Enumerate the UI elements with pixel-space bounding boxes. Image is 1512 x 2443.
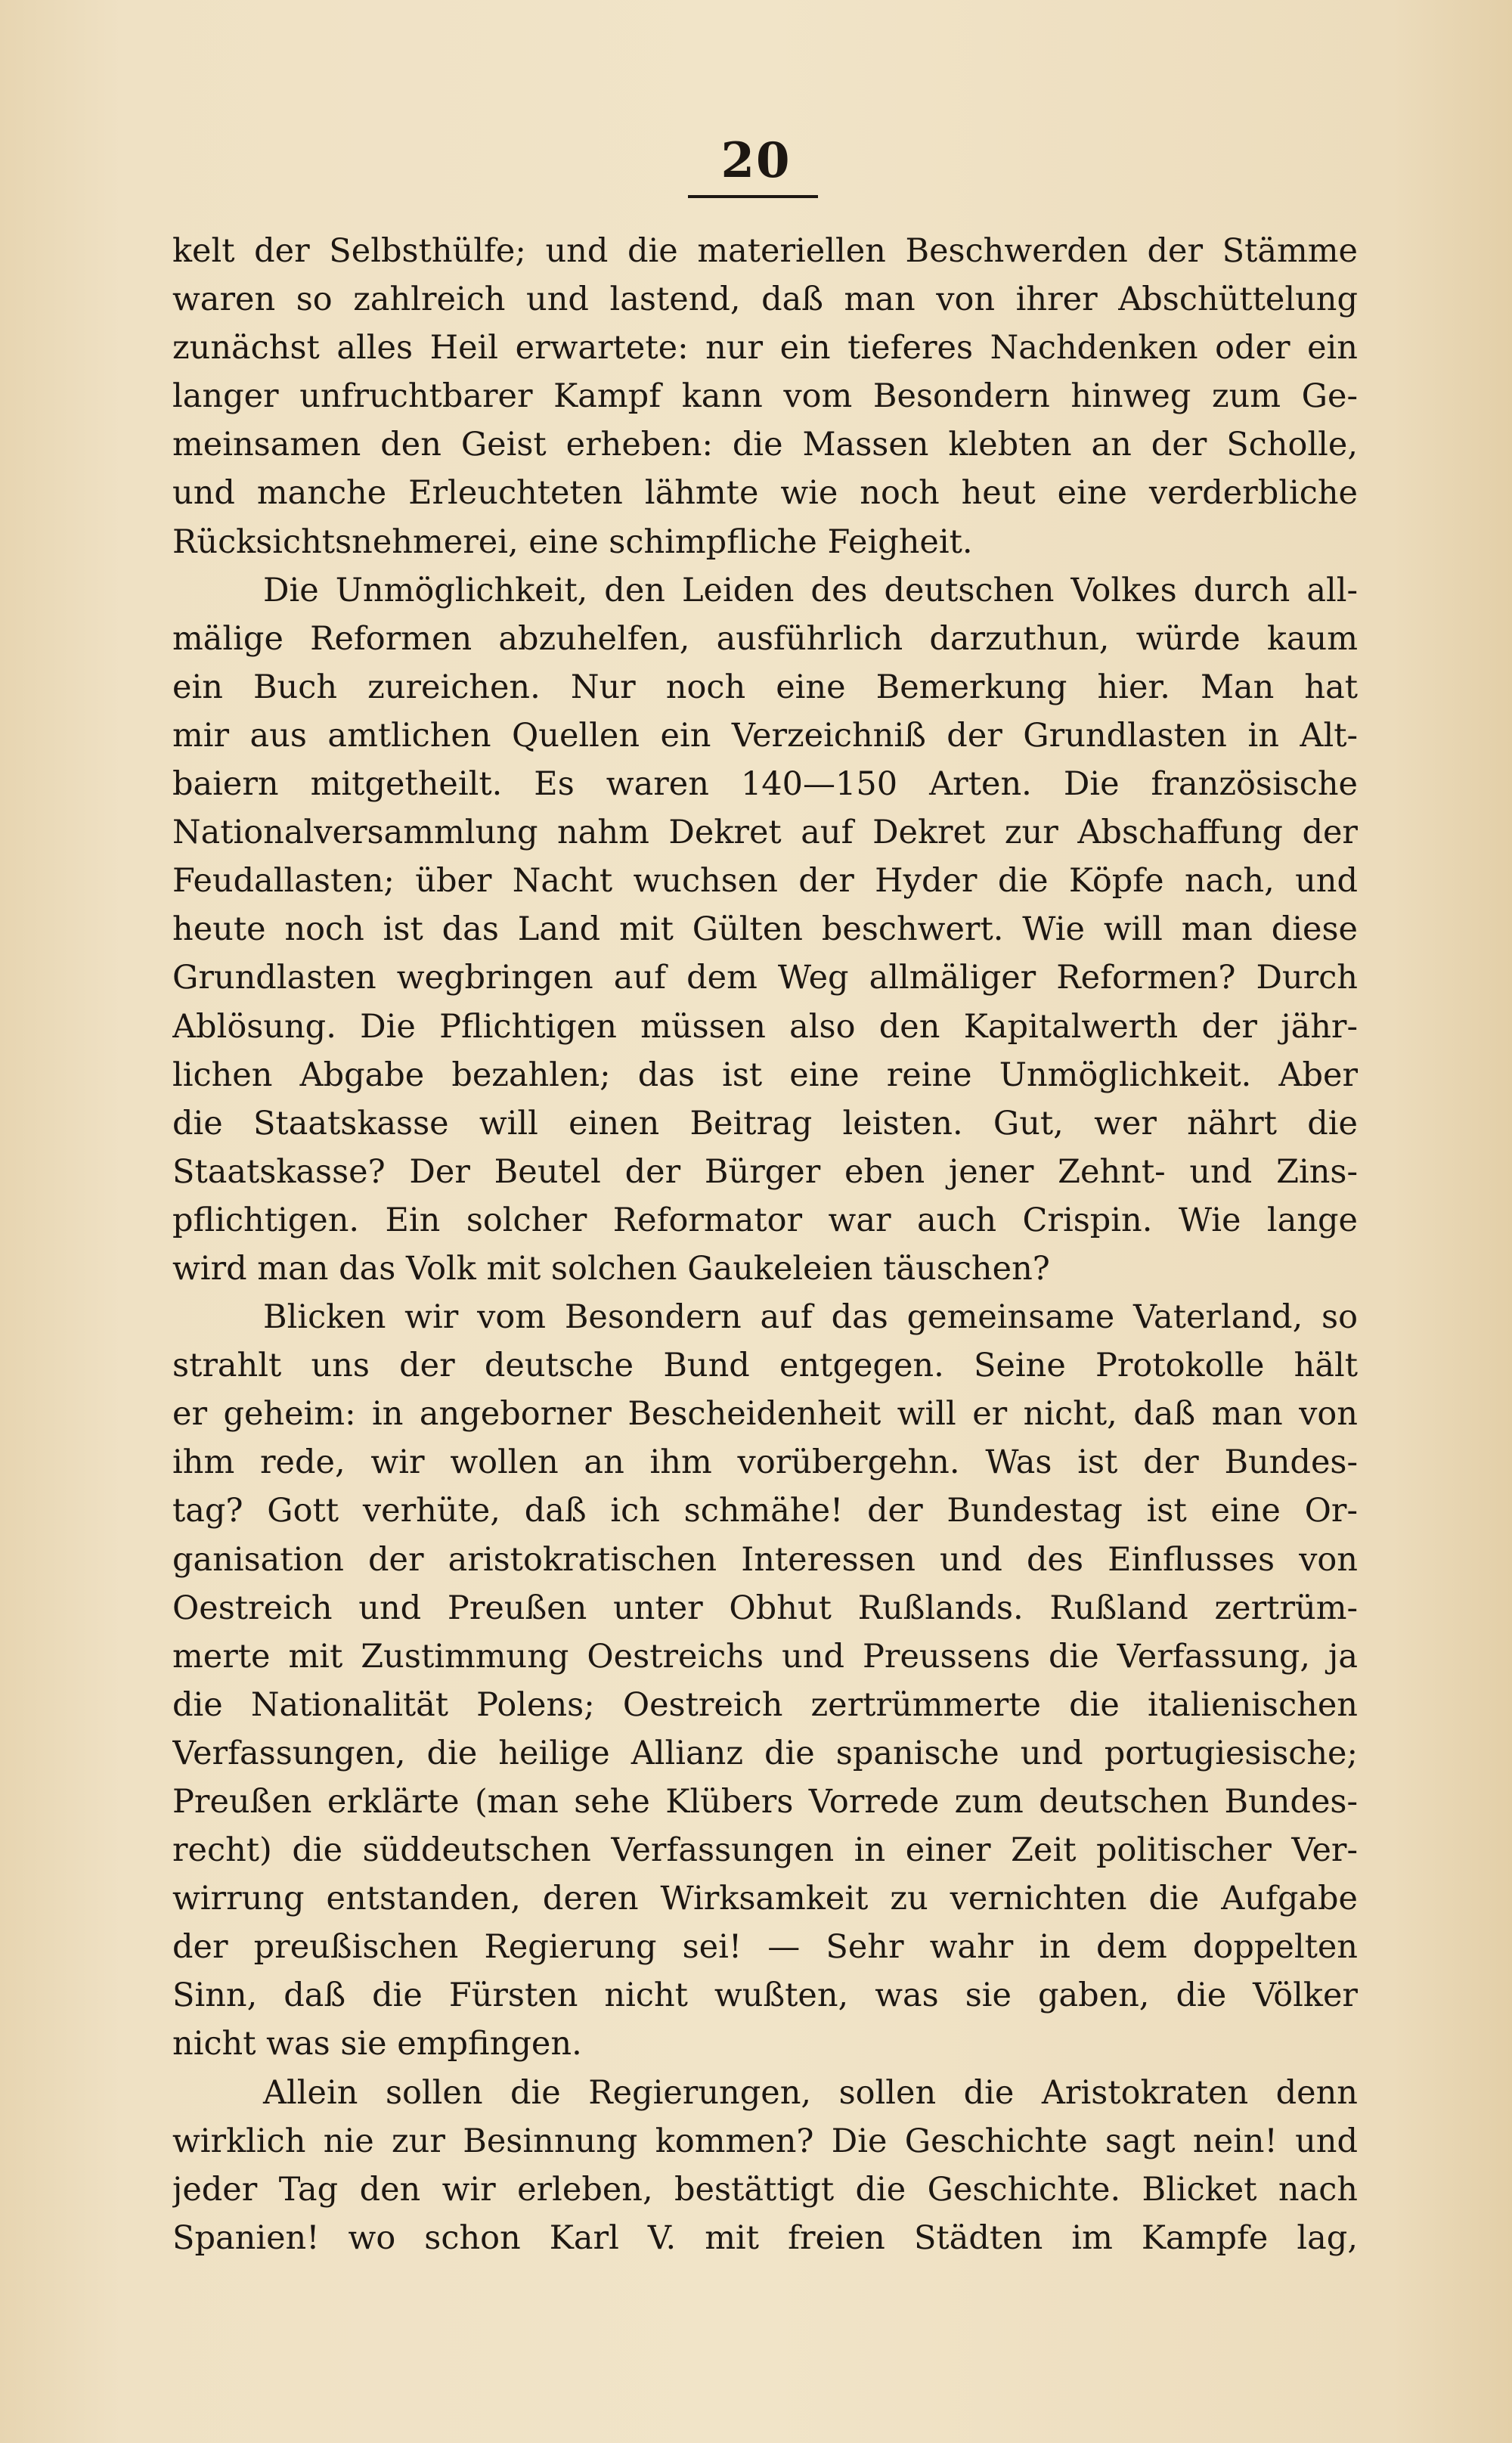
text-line: Staatskasse? Der Beutel der Bürger eben jener Zehnt- und Zins-	[172, 1152, 1358, 1191]
text-line: wirklich nie zur Besinnung kommen? Die Geschichte sagt nein! und	[172, 2122, 1358, 2160]
text-line: jeder Tag den wir erleben, bestättigt die Geschichte. Blicket nach	[172, 2170, 1358, 2209]
text-line: Blicken wir vom Besondern auf das gemeinsame Vaterland, so	[263, 1298, 1358, 1337]
text-line: Die Unmöglichkeit, den Leiden des deutschen Volkes durch all-	[263, 571, 1358, 609]
text-line: Spanien! wo schon Karl V. mit freien Städten im Kampfe lag,	[172, 2218, 1358, 2257]
page-header	[0, 132, 1512, 189]
text-line: pflichtigen. Ein solcher Reformator war auch Crispin. Wie lange	[172, 1201, 1358, 1239]
text-line: baiern mitgetheilt. Es waren 140—150 Arten. Die französische	[172, 765, 1358, 804]
text-line: der preußischen Regierung sei! — Sehr wahr in dem doppelten	[172, 1928, 1358, 1967]
text-line: mälige Reformen abzuhelfen, ausführlich darzuthun, würde kaum	[172, 619, 1358, 658]
text-line: ihm rede, wir wollen an ihm vorübergehn. Was ist der Bundes-	[172, 1443, 1358, 1482]
page-number: 20	[720, 132, 792, 189]
text-line: nicht was sie empfingen.	[172, 2025, 582, 2063]
text-line: kelt der Selbsthülfe; und die materiellen Beschwerden der Stämme	[172, 232, 1358, 270]
text-line: die Staatskasse will einen Beitrag leisten. Gut, wer nährt die	[172, 1104, 1358, 1142]
text-line: Sinn, daß die Fürsten nicht wußten, was sie gaben, die Völker	[172, 1976, 1358, 2015]
text-line: Rücksichtsnehmerei, eine schimpfliche Feigheit.	[172, 522, 973, 561]
text-line: Nationalversammlung nahm Dekret auf Dekret zur Abschaffung der	[172, 814, 1358, 852]
text-line: und manche Erleuchteten lähmte wie noch heut eine verderbliche	[172, 474, 1358, 513]
text-line: lichen Abgabe bezahlen; das ist eine reine Unmöglichkeit. Aber	[172, 1056, 1358, 1094]
text-line: die Nationalität Polens; Oestreich zertrümmerte die italienischen	[172, 1685, 1358, 1724]
header-rule	[688, 195, 818, 198]
body-text	[172, 227, 1358, 2262]
text-line: strahlt uns der deutsche Bund entgegen. Seine Protokolle hält	[172, 1347, 1358, 1385]
text-line: zunächst alles Heil erwartete: nur ein tieferes Nachdenken oder ein	[172, 329, 1358, 367]
text-line: ganisation der aristokratischen Interessen und des Einflusses von	[172, 1540, 1358, 1579]
text-line: meinsamen den Geist erheben: die Massen klebten an der Scholle,	[172, 426, 1358, 464]
text-line: tag? Gott verhüte, daß ich schmähe! der Bundestag ist eine Or-	[172, 1492, 1358, 1530]
text-line: Feudallasten; über Nacht wuchsen der Hyder die Köpfe nach, und	[172, 862, 1358, 901]
text-line: Grundlasten wegbringen auf dem Weg allmäliger Reformen? Durch	[172, 959, 1358, 997]
text-line: mir aus amtlichen Quellen ein Verzeichniß der Grundlasten in Alt-	[172, 716, 1358, 755]
text-line: Preußen erklärte (man sehe Klübers Vorrede zum deutschen Bundes-	[172, 1783, 1358, 1821]
text-line: waren so zahlreich und lastend, daß man von ihrer Abschüttelung	[172, 281, 1358, 319]
text-line: wirrung entstanden, deren Wirksamkeit zu vernichten die Aufgabe	[172, 1880, 1358, 1918]
text-line: wird man das Volk mit solchen Gaukeleien täuschen?	[172, 1249, 1050, 1288]
text-line: merte mit Zustimmung Oestreichs und Preussens die Verfassung, ja	[172, 1637, 1358, 1676]
text-line: Allein sollen die Regierungen, sollen die Aristokraten denn	[263, 2073, 1358, 2112]
text-line: Ablösung. Die Pflichtigen müssen also den Kapitalwerth der jähr-	[172, 1007, 1358, 1046]
text-line: ein Buch zureichen. Nur noch eine Bemerkung hier. Man hat	[172, 668, 1358, 706]
text-line: heute noch ist das Land mit Gülten beschwert. Wie will man diese	[172, 910, 1358, 949]
text-line: er geheim: in angeborner Bescheidenheit will er nicht, daß man von	[172, 1395, 1358, 1434]
text-line: Oestreich und Preußen unter Obhut Rußlands. Rußland zertrüm-	[172, 1589, 1358, 1627]
text-line: recht) die süddeutschen Verfassungen in einer Zeit politischer Ver-	[172, 1831, 1358, 1870]
text-line: Verfassungen, die heilige Allianz die spanische und portugiesische;	[172, 1734, 1358, 1772]
text-line: langer unfruchtbarer Kampf kann vom Besondern hinweg zum Ge-	[172, 377, 1358, 416]
